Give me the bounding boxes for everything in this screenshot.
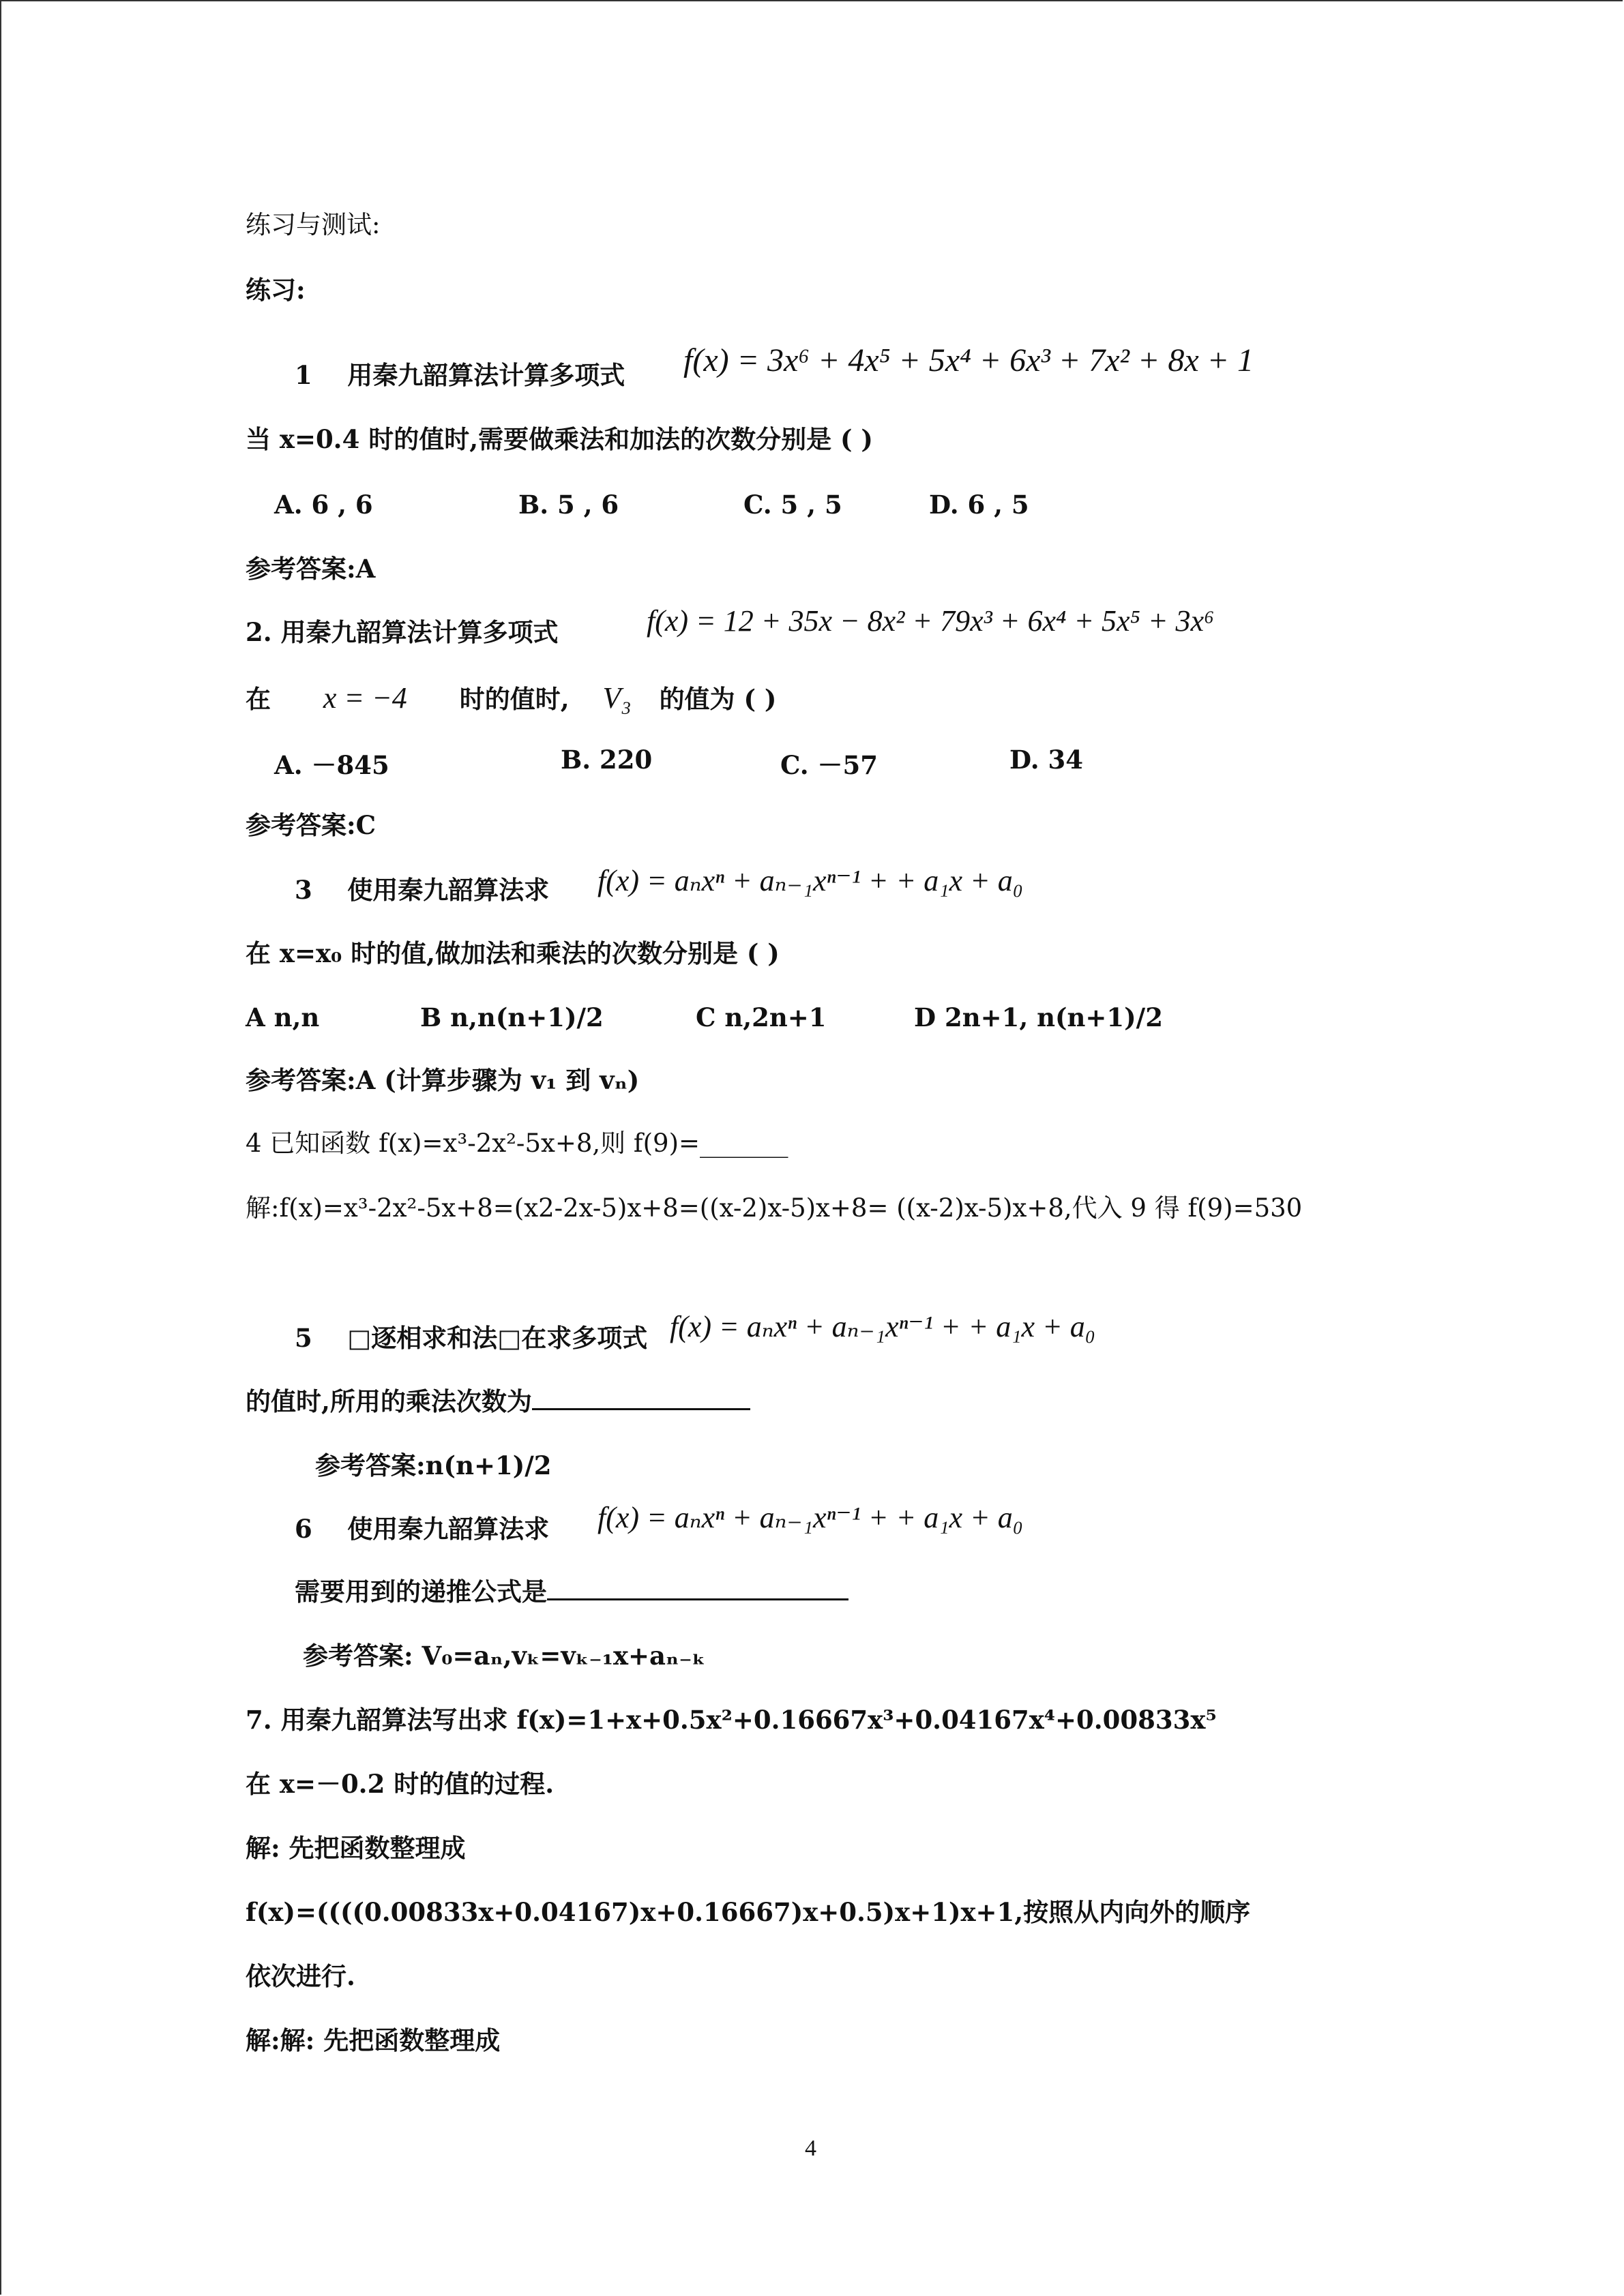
page-number: 4 xyxy=(805,2136,816,2161)
q2-v3: V₃ xyxy=(602,681,632,715)
q7-line1: 7. 用秦九韶算法写出求 f(x)=1+x+0.5x²+0.16667x³+0.04167x⁴+0.00833x⁵ xyxy=(246,1705,1217,1735)
q1-line2: 当 x=0.4 时的值时,需要做乘法和加法的次数分别是 ( ) xyxy=(246,424,873,454)
q2-line2-prefix: 在 xyxy=(246,684,271,714)
practice-label: 练习: xyxy=(246,275,306,305)
q2-option-b: B. 220 xyxy=(561,745,653,775)
q3-formula: f(x) = aₙxⁿ + aₙ₋₁xⁿ⁻¹ + + a₁x + a₀ xyxy=(597,864,1024,897)
q2-line2-middle: 时的值时, xyxy=(459,684,570,714)
q5-answer: 参考答案:n(n+1)/2 xyxy=(315,1450,552,1480)
q2-option-d: D. 34 xyxy=(1009,745,1084,775)
q5-text: □逐相求和法□在求多项式 xyxy=(347,1323,648,1353)
q5-line2-text: 的值时,所用的乘法次数为 xyxy=(246,1386,532,1416)
q3-prompt xyxy=(295,875,549,905)
q7-solution-1: 解: 先把函数整理成 xyxy=(246,1833,466,1863)
q1-text: 用秦九韶算法计算多项式 xyxy=(347,360,625,390)
section-title: 练习与测试: xyxy=(246,210,381,239)
q5-formula: f(x) = aₙxⁿ + aₙ₋₁xⁿ⁻¹ + + a₁x + a₀ xyxy=(670,1310,1096,1343)
q2-line2-suffix: 的值为 ( ) xyxy=(659,684,777,714)
q2-answer: 参考答案:C xyxy=(246,810,377,840)
q2-formula: f(x) = 12 + 35x − 8x² + 79x³ + 6x⁴ + 5x⁵ + 3x⁶ xyxy=(647,604,1215,638)
q4-solution: 解:f(x)=x³-2x²-5x+8=(x2-2x-5)x+8=((x-2)x-5)x+8= ((x-2)x-5)x+8,代入 9 得 f(9)=530 xyxy=(246,1193,1303,1223)
q2-x-value: x = −4 xyxy=(323,681,407,715)
q7-line2: 在 x=－0.2 时的值的过程. xyxy=(246,1769,555,1799)
q6-line2-text: 需要用到的递推公式是 xyxy=(295,1577,547,1607)
q1-option-a: A. 6 , 6 xyxy=(274,490,373,520)
q2-option-c: C. －57 xyxy=(780,750,879,780)
q4-prompt: 4 已知函数 f(x)=x³-2x²-5x+8,则 f(9)=_______ xyxy=(246,1129,788,1158)
q1-option-d: D. 6 , 5 xyxy=(929,490,1029,520)
q5-number: 5 xyxy=(295,1323,312,1353)
q6-prompt xyxy=(295,1514,549,1544)
q5-line2 xyxy=(246,1386,750,1416)
q3-option-d: D 2n+1, n(n+1)/2 xyxy=(914,1002,1163,1032)
q3-option-a: A n,n xyxy=(246,1002,320,1032)
q2-line2 xyxy=(246,681,776,717)
q5-prompt xyxy=(295,1323,647,1353)
q1-option-b: B. 5 , 6 xyxy=(518,490,619,520)
q3-line2: 在 x=x₀ 时的值,做加法和乘法的次数分别是 ( ) xyxy=(246,938,780,968)
q6-line2 xyxy=(295,1577,848,1607)
q2-prompt: 2. 用秦九韶算法计算多项式 xyxy=(246,617,559,647)
q3-answer: 参考答案:A (计算步骤为 v₁ 到 vₙ) xyxy=(246,1065,640,1095)
q1-prompt xyxy=(295,360,625,390)
q7-solution-4: 解:解: 先把函数整理成 xyxy=(246,2025,501,2055)
q3-text: 使用秦九韶算法求 xyxy=(347,875,550,905)
q7-solution-3: 依次进行. xyxy=(246,1961,355,1991)
q1-option-c: C. 5 , 5 xyxy=(743,490,842,520)
q3-number: 3 xyxy=(295,875,312,905)
q1-number: 1 xyxy=(295,360,312,390)
q6-answer: 参考答案: V₀=aₙ,vₖ=vₖ₋₁x+aₙ₋ₖ xyxy=(303,1641,706,1671)
q7-solution-2: f(x)=((((0.00833x+0.04167)x+0.16667)x+0.5)x+1)x+1,按照从内向外的顺序 xyxy=(246,1897,1251,1927)
q5-answer-blank[interactable] xyxy=(532,1388,750,1410)
q2-option-a: A. －845 xyxy=(274,750,389,780)
q1-answer: 参考答案:A xyxy=(246,554,376,584)
q6-formula: f(x) = aₙxⁿ + aₙ₋₁xⁿ⁻¹ + + a₁x + a₀ xyxy=(597,1501,1024,1534)
q6-text: 使用秦九韶算法求 xyxy=(347,1514,550,1544)
q1-formula: f(x) = 3x⁶ + 4x⁵ + 5x⁴ + 6x³ + 7x² + 8x + 1 xyxy=(683,342,1254,378)
q3-option-c: C n,2n+1 xyxy=(696,1002,827,1032)
q6-number: 6 xyxy=(295,1514,312,1544)
q3-option-b: B n,n(n+1)/2 xyxy=(420,1002,604,1032)
q6-answer-blank[interactable] xyxy=(547,1578,848,1600)
